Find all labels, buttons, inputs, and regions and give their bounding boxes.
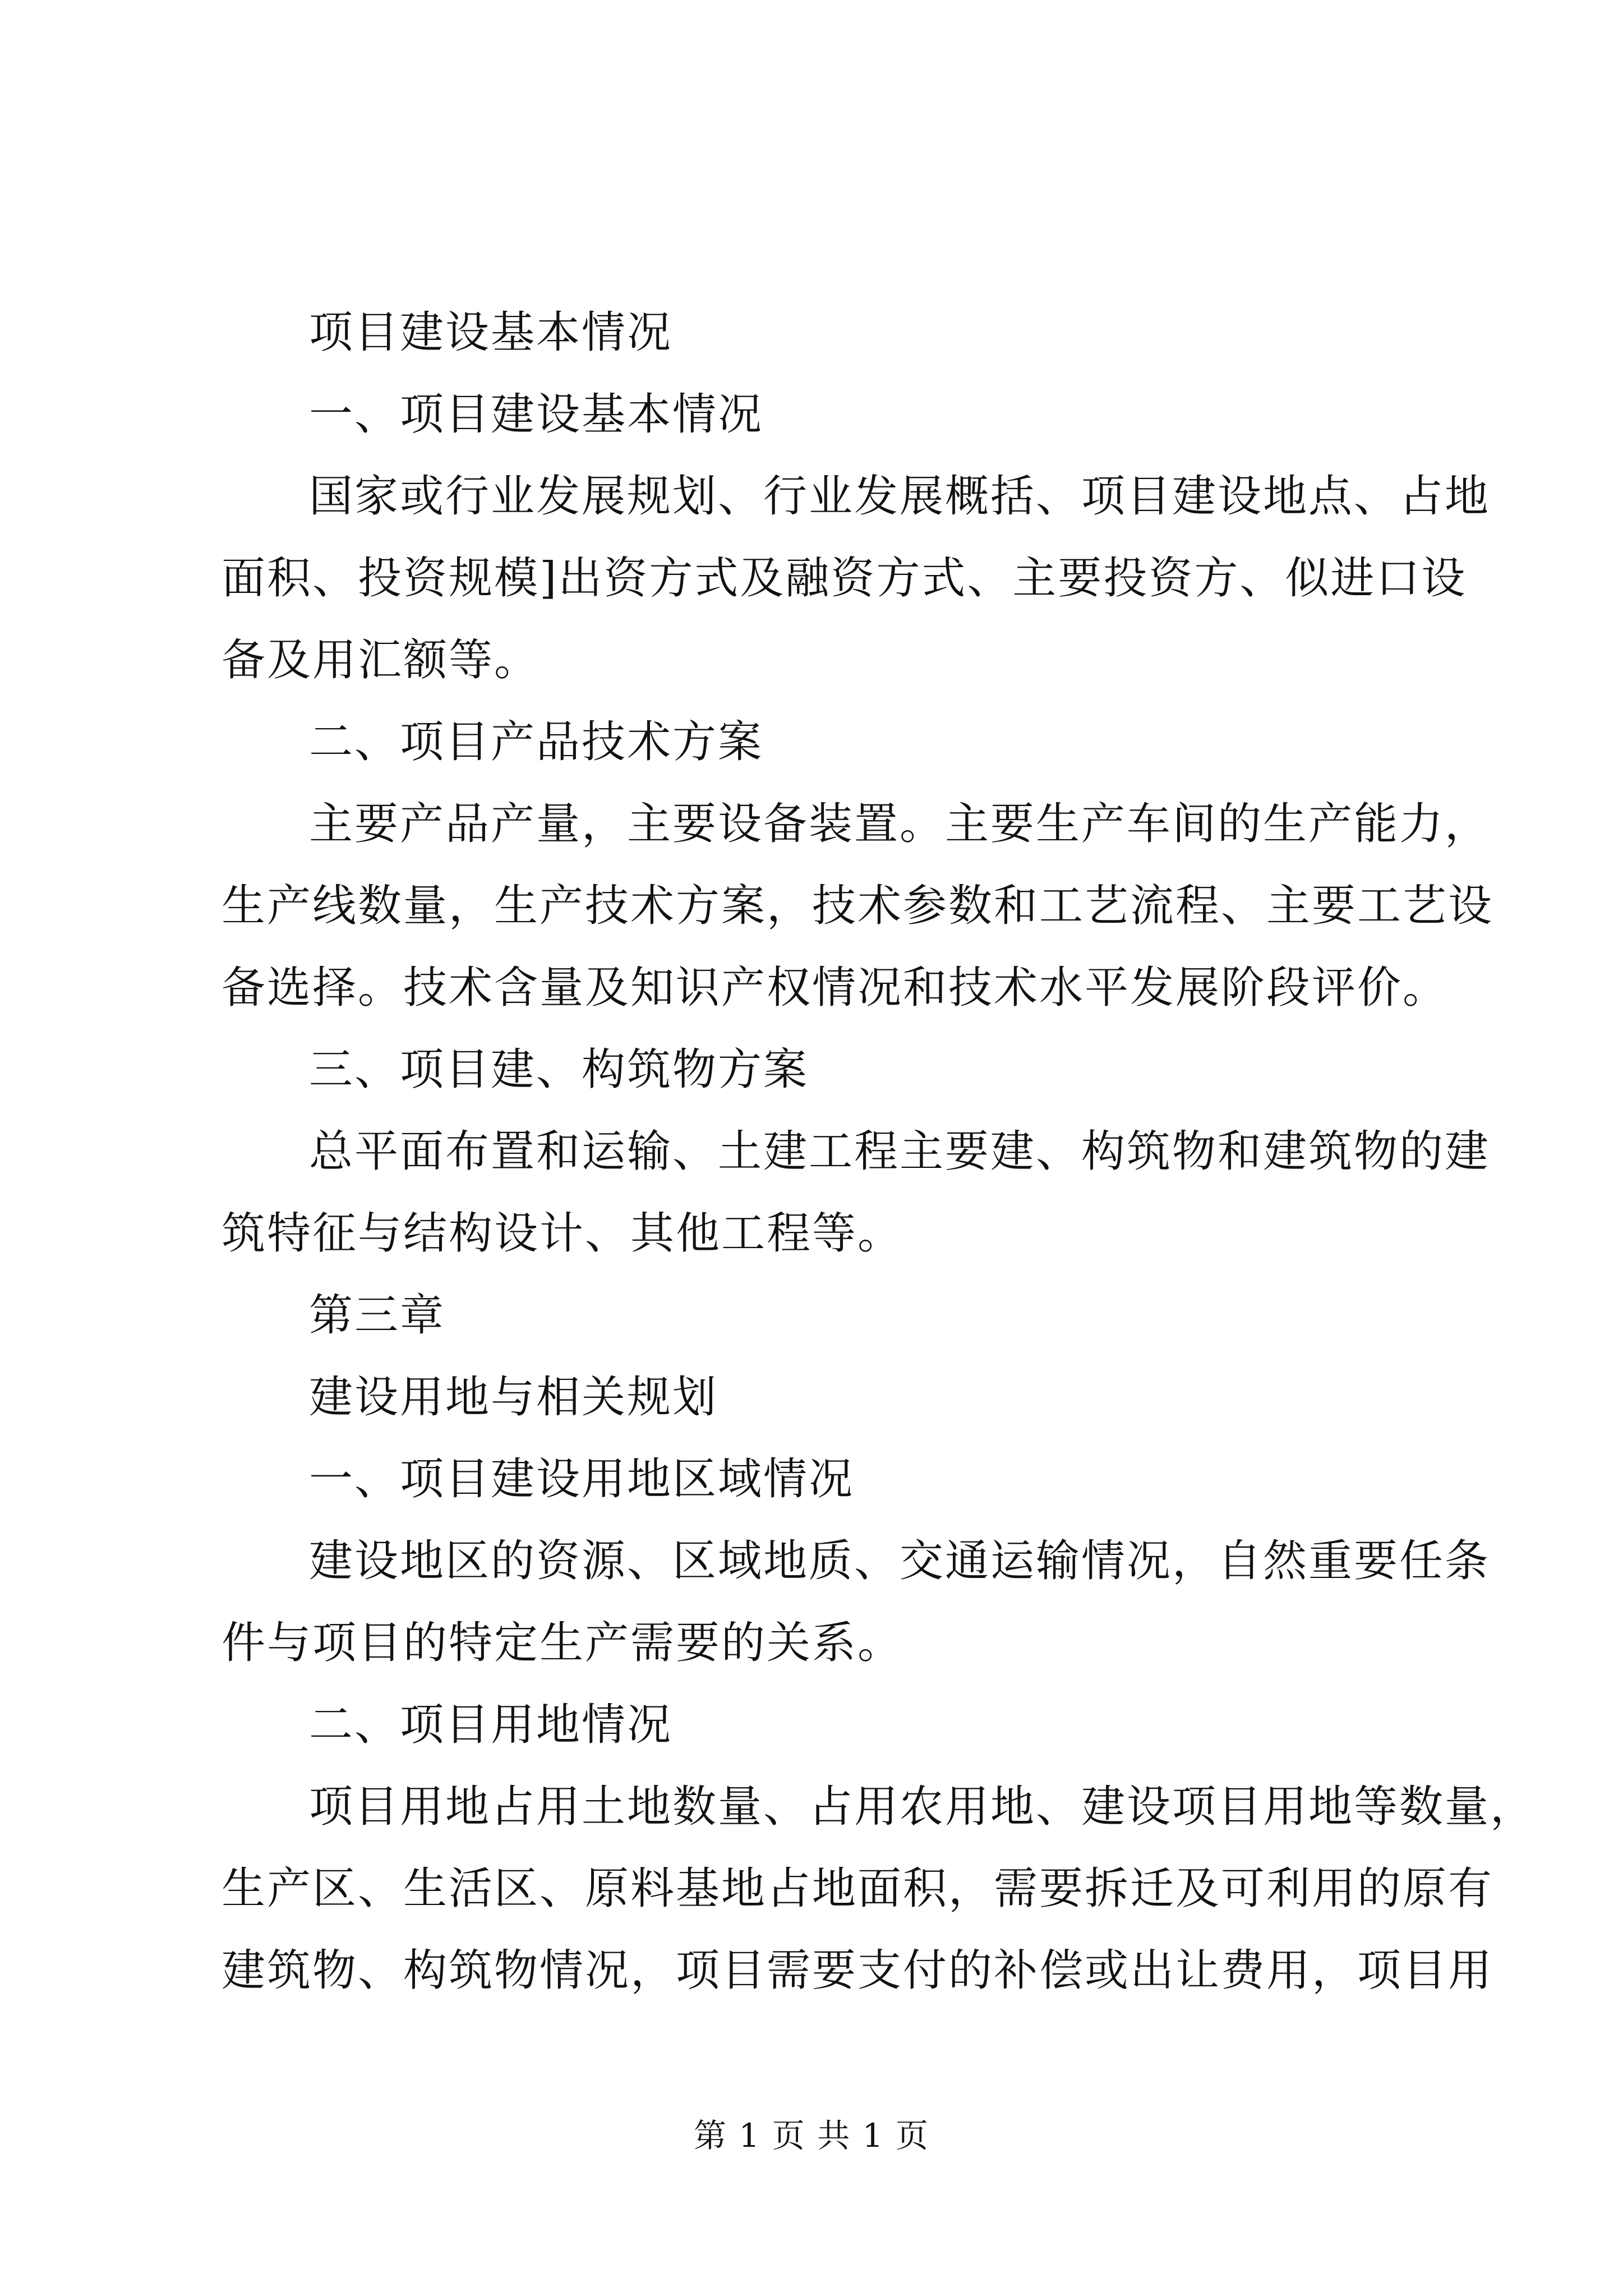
page-footer xyxy=(0,2109,1623,2156)
document-body xyxy=(222,292,1536,2012)
page-number: 第 1 页 共 1 页 xyxy=(694,2116,929,2155)
paragraph: 建设地区的资源、区域地质、交通运输情况，自然重要任条 件与项目的特定生产需要的关系。 xyxy=(222,1536,1491,1668)
heading-project-basic-situation: 项目建设基本情况 xyxy=(309,307,673,358)
chapter-heading: 第三章 xyxy=(309,1290,446,1341)
paragraph: 主要产品产量，主要设备装置。主要生产车间的生产能力， 生产线数量，生产技术方案，技术参数和工艺流程、主要工艺设 备选择。技术含量及知识产权情况和技术水平发展阶段评价。 xyxy=(222,799,1494,1013)
section-heading: 一、项目建设基本情况 xyxy=(309,389,764,440)
chapter-title: 建设用地与相关规划 xyxy=(309,1372,718,1423)
paragraph: 项目用地占用土地数量、占用农用地、建设项目用地等数量， 生产区、生活区、原料基地占地面积，需要拆迁及可利用的原有 建筑物、构筑物情况，项目需要支付的补偿或出让费用，项目用 xyxy=(222,1782,1536,1996)
section-heading: 三、项目建、构筑物方案 xyxy=(309,1045,809,1095)
paragraph: 总平面布置和运输、土建工程主要建、构筑物和建筑物的建 筑特征与结构设计、其他工程等。 xyxy=(222,1126,1491,1259)
section-heading: 二、项目产品技术方案 xyxy=(309,717,764,767)
section-heading: 一、项目建设用地区域情况 xyxy=(309,1454,855,1504)
section-heading: 二、项目用地情况 xyxy=(309,1700,673,1750)
paragraph: 国家或行业发展规划、行业发展概括、项目建设地点、占地 面积、投资规模]出资方式及融资方式、主要投资方、似进口设 备及用汇额等。 xyxy=(222,471,1491,685)
